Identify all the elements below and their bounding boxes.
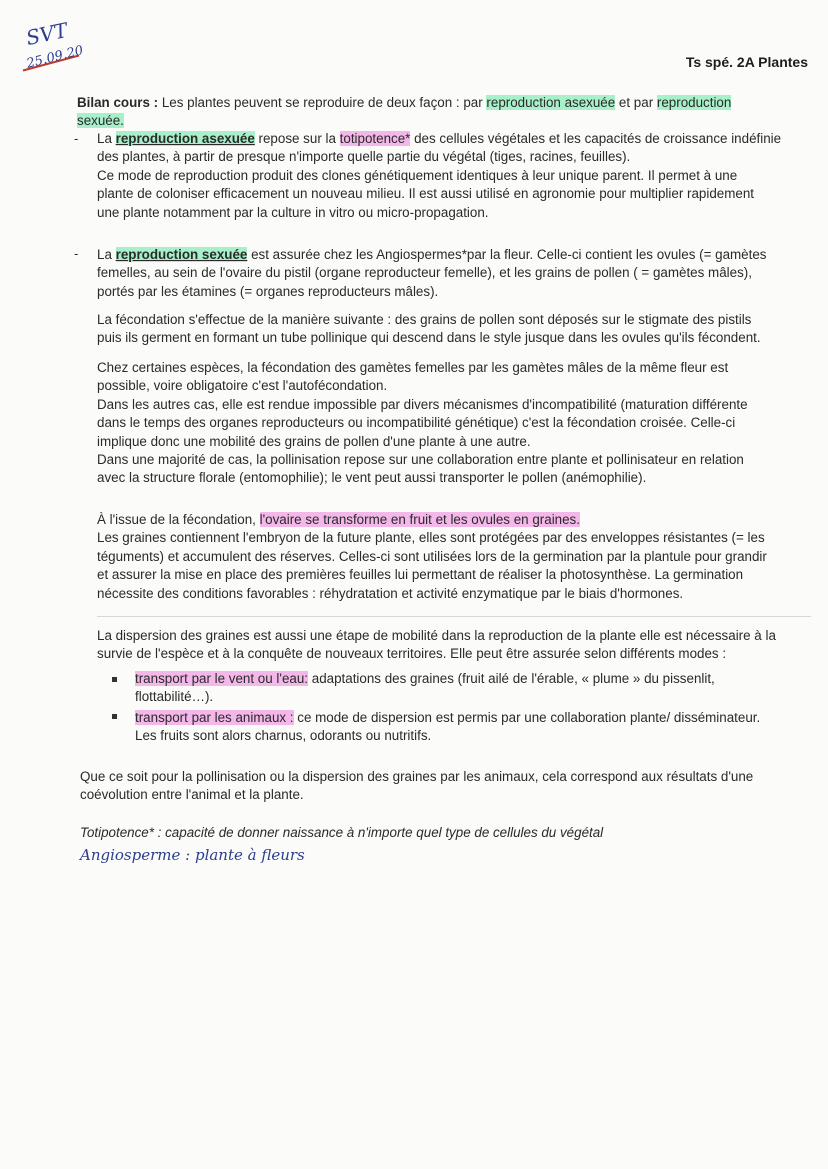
fecondation-paragraph: La fécondation s'effectue de la manière suivante : des grains de pollen sont déposés sur le stigmate des pistils puis ils germent en formant un tube pollinique qui descend dans le style jusque dans les ovules qu'ils fécondent.	[97, 312, 761, 346]
asexual-paragraph: La reproduction asexuée repose sur la totipotence* des cellules végétales et les capacités de croissance indéfinie des plantes, à partir de presque n'importe quelle partie du végétal (tiges, racines, feuilles). Ce mode de reproduction produit des clones génétiquement identiques à leur unique parent. Il permet à une plante de coloniser efficacement un nouveau milieu. Il est aussi utilisé en agronomie pour multiplier rapidement une plante notamment par la culture in vitro ou micro-propagation.	[97, 131, 782, 220]
section-divider	[97, 616, 811, 617]
dispersal-bullet-wind: transport par le vent ou l'eau: adaptations des graines (fruit ailé de l'érable, « plume » du pissenlit, flottabilité…).	[135, 671, 715, 705]
list-dash: -	[74, 131, 79, 146]
page-header-title: Ts spé. 2A Plantes	[685, 54, 808, 70]
term-reproduction-asexuee: reproduction asexuée	[115, 131, 255, 146]
highlight-transport-vent: transport par le vent ou l'eau:	[135, 671, 309, 686]
highlight-reproduction: reproduction	[656, 95, 732, 110]
autofecondation-paragraph: Chez certaines espèces, la fécondation des gamètes femelles par les gamètes mâles de la même fleur est possible, voire obligatoire c'est l'autofécondation. Dans les autres cas, elle est rendue impossible par divers mécanismes d'incompatibilité (maturation différente dans le temps des organes reproducteurs ou incompatibilité génétique) c'est la fécondation croisée. Celle-ci implique donc une mobilité des grains de pollen d'une plante à une autre. Dans une majorité de cas, la pollinisation repose sur une collaboration entre plante et pollinisateur en relation avec la structure florale (entomophilie); le vent peut aussi transporter le pollen (anémophilie).	[97, 360, 748, 486]
highlight-transport-animaux: transport par les animaux :	[135, 710, 294, 725]
sexual-paragraph: La reproduction sexuée est assurée chez les Angiospermes*par la fleur. Celle-ci contient les ovules (= gamètes femelles, au sein de l'ovaire du pistil (organe reproducteur femelle), et les grains de pollen ( = gamètes mâles), portés par les étamines (= organes reproducteurs mâles).	[97, 247, 767, 299]
handwritten-date: 25.09.20	[25, 43, 85, 72]
highlight-sexuee: sexuée.	[77, 113, 124, 129]
bullet-square-icon	[112, 677, 117, 682]
intro-label: Bilan cours :	[77, 95, 159, 110]
highlight-ovaire-fruit: l'ovaire se transforme en fruit et les ovules en graines.	[259, 512, 580, 527]
list-dash: -	[74, 246, 79, 261]
handwritten-footnote-angiosperme: Angiosperme : plante à fleurs	[80, 846, 305, 864]
handwritten-svt-stamp: SVT	[23, 17, 70, 51]
term-reproduction-sexuee: reproduction sexuée	[115, 247, 248, 262]
highlight-totipotence: totipotence*	[339, 131, 411, 146]
highlight-reproduction-asexuee: reproduction asexuée	[486, 95, 616, 110]
dispersal-paragraph: La dispersion des graines est aussi une étape de mobilité dans la reproduction de la plante elle est nécessaire à la survie de l'espèce et à la conquête de nouveaux territoires. Elle peut être assurée selon différents modes :	[97, 628, 776, 662]
footnote-totipotence: Totipotence* : capacité de donner naissance à n'importe quel type de cellules du végétal	[80, 825, 604, 840]
intro-paragraph: Bilan cours : Les plantes peuvent se reproduire de deux façon : par reproduction asexuée et par reproduction sexuée.	[77, 95, 732, 129]
bullet-square-icon	[112, 714, 117, 719]
dispersal-bullet-animals: transport par les animaux : ce mode de dispersion est permis par une collaboration plante/ disséminateur. Les fruits sont alors charnus, odorants ou nutritifs.	[135, 710, 761, 744]
fruit-paragraph: À l'issue de la fécondation, l'ovaire se transforme en fruit et les ovules en graines. Les graines contiennent l'embryon de la future plante, elles sont protégées par des enveloppes résistantes (= les téguments) et accumulent des réserves. Celles-ci sont utilisées lors de la germination par la plantule pour grandir et assurer la mise en place des premières feuilles lui permettant de réaliser la photosynthèse. La germination nécessite des conditions favorables : réhydratation et activité enzymatique par le biais d'hormones.	[97, 512, 767, 601]
conclusion-paragraph: Que ce soit pour la pollinisation ou la dispersion des graines par les animaux, cela correspond aux résultats d'une coévolution entre l'animal et la plante.	[80, 769, 754, 803]
